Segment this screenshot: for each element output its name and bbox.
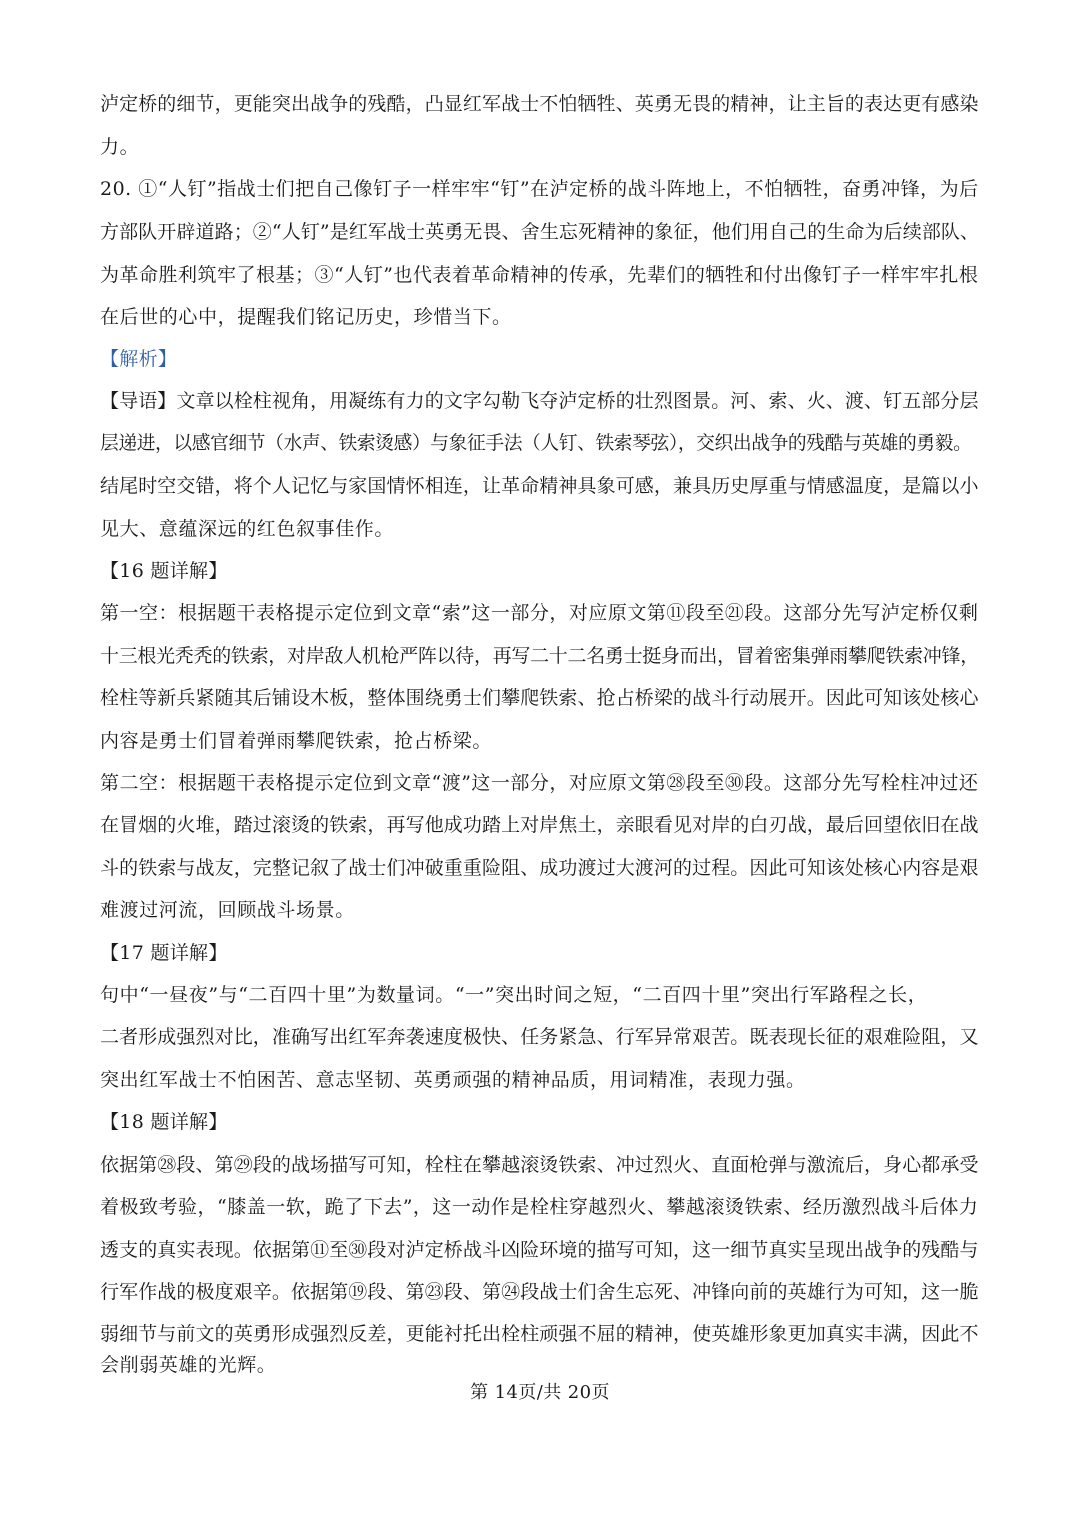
text-line: 弱细节与前文的英勇形成强烈反差，更能衬托出栓柱顽强不屈的精神，使英雄形象更加真实丰满，因此不	[100, 1323, 979, 1345]
page-number-footer: 第 14页/共 20页	[470, 1382, 610, 1403]
text-line: 句中“一昼夜”与“二百四十里”为数量词。“一”突出时间之短，“二百四十里”突出行军路程之长，	[100, 984, 928, 1006]
text-line: 行军作战的极度艰辛。依据第⑲段、第㉓段、第㉔段战士们舍生忘死、冲锋向前的英雄行为可知，这一脆	[100, 1281, 979, 1303]
text-line: 方部队开辟道路；②“人钉”是红军战士英勇无畏、舍生忘死精神的象征，他们用自己的生命为后续部队、	[100, 221, 980, 243]
text-line: 在冒烟的火堆，踏过滚烫的铁索，再写他成功踏上对岸焦土，亲眼看见对岸的白刃战，最后回望依旧在战	[100, 814, 979, 836]
text-line: 在后世的心中，提醒我们铭记历史，珍惜当下。	[100, 306, 512, 328]
section-heading-q18: 【18 题详解】	[100, 1111, 228, 1133]
text-line: 层递进，以感官细节（水声、铁索烫感）与象征手法（人钉、铁索琴弦），交织出战争的残酷与英雄的勇毅。	[100, 433, 972, 454]
text-line: 泸定桥的细节，更能突出战争的残酷，凸显红军战士不怕牺牲、英勇无畏的精神，让主旨的表达更有感染	[100, 93, 979, 115]
text-line: 二者形成强烈对比，准确写出红军奔袭速度极快、任务紧急、行军异常艰苦。既表现长征的艰难险阻，又	[100, 1026, 979, 1048]
text-line: 【导语】文章以栓柱视角，用凝练有力的文字勾勒飞夺泸定桥的壮烈图景。河、索、火、渡、钉五部分层	[100, 390, 979, 412]
text-line: 力。	[100, 136, 140, 158]
text-line: 难渡过河流，回顾战斗场景。	[100, 899, 355, 921]
text-line: 十三根光秃秃的铁索，对岸敌人机枪严阵以待，再写二十二名勇士挺身而出，冒着密集弹雨攀爬铁索冲锋，	[100, 645, 979, 667]
text-line: 见大、意蕴深远的红色叙事佳作。	[100, 518, 395, 540]
text-line: 第二空：根据题干表格提示定位到文章“渡”这一部分，对应原文第㉘段至㉚段。这部分先写栓柱冲过还	[100, 772, 979, 794]
text-line: 斗的铁索与战友，完整记叙了战士们冲破重重险阻、成功渡过大渡河的过程。因此可知该处核心内容是艰	[100, 857, 979, 879]
section-heading-analysis: 【解析】	[100, 348, 178, 370]
text-line: 栓柱等新兵紧随其后铺设木板，整体围绕勇士们攀爬铁索、抢占桥梁的战斗行动展开。因此可知该处核心	[100, 687, 979, 709]
text-line: 会削弱英雄的光辉。	[100, 1354, 277, 1376]
text-line: 透支的真实表现。依据第⑪至㉚段对泸定桥战斗凶险环境的描写可知，这一细节真实呈现出战争的残酷与	[100, 1239, 979, 1261]
text-line: 依据第㉘段、第㉙段的战场描写可知，栓柱在攀越滚烫铁索、冲过烈火、直面枪弹与激流后，身心都承受	[100, 1154, 979, 1176]
text-line: 突出红军战士不怕困苦、意志坚韧、英勇顽强的精神品质，用词精准，表现力强。	[100, 1069, 806, 1091]
text-line: 内容是勇士们冒着弹雨攀爬铁索，抢占桥梁。	[100, 730, 493, 752]
section-heading-q17: 【17 题详解】	[100, 942, 228, 964]
text-line: 结尾时空交错，将个人记忆与家国情怀相连，让革命精神具象可感，兼具历史厚重与情感温度，是篇以小	[100, 475, 979, 497]
text-line: 20. ①“人钉”指战士们把自己像钉子一样牢牢“钉”在泸定桥的战斗阵地上，不怕牺牲，奋勇冲锋，为后	[100, 178, 979, 200]
text-line: 为革命胜利筑牢了根基；③“人钉”也代表着革命精神的传承，先辈们的牺牲和付出像钉子一样牢牢扎根	[100, 264, 979, 286]
section-heading-q16: 【16 题详解】	[100, 560, 228, 582]
text-line: 第一空：根据题干表格提示定位到文章“索”这一部分，对应原文第⑪段至㉑段。这部分先写泸定桥仅剩	[100, 602, 979, 624]
text-line: 着极致考验，“膝盖一软，跪了下去”，这一动作是栓柱穿越烈火、攀越滚烫铁索、经历激烈战斗后体力	[100, 1196, 979, 1218]
